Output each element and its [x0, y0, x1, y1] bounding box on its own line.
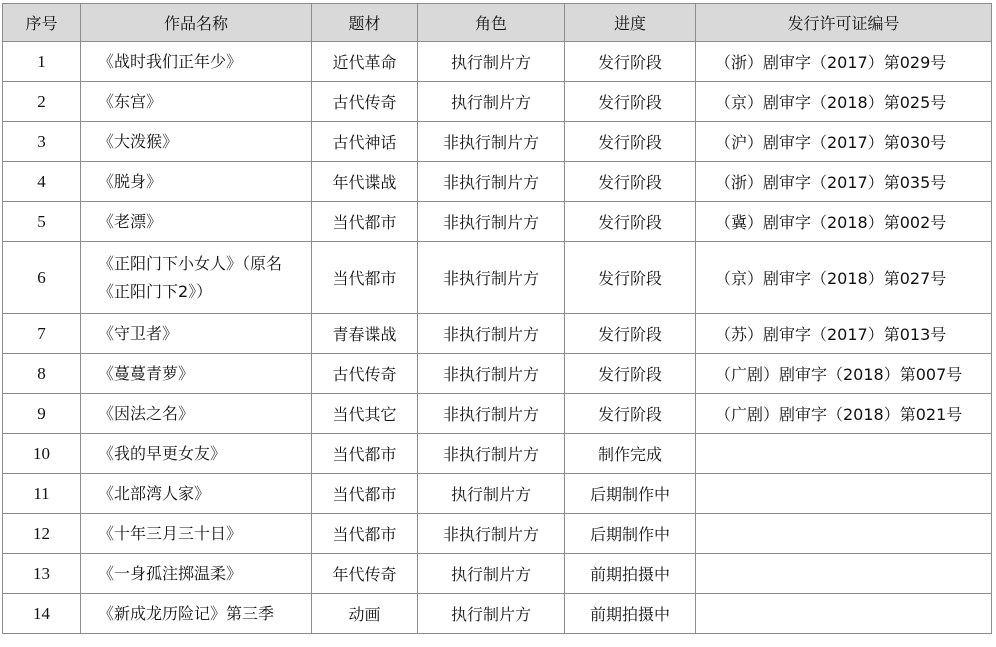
cell-title: 《正阳门下小女人》（原名《正阳门下2》） [81, 242, 312, 314]
cell-genre: 当代都市 [312, 474, 418, 514]
cell-role: 执行制片方 [418, 474, 565, 514]
table-row [3, 474, 992, 514]
cell-role: 非执行制片方 [418, 434, 565, 474]
cell-genre: 年代谍战 [312, 162, 418, 202]
cell-genre: 古代神话 [312, 122, 418, 162]
cell-progress: 后期制作中 [565, 514, 696, 554]
cell-genre: 古代传奇 [312, 82, 418, 122]
header-row [3, 4, 992, 42]
cell-genre: 当代都市 [312, 242, 418, 314]
cell-title: 《老漂》 [81, 202, 312, 242]
table-row [3, 242, 992, 314]
cell-genre: 当代都市 [312, 202, 418, 242]
table-row [3, 594, 992, 634]
cell-progress: 发行阶段 [565, 314, 696, 354]
cell-genre: 古代传奇 [312, 354, 418, 394]
cell-no: 6 [3, 242, 81, 314]
cell-role: 执行制片方 [418, 554, 565, 594]
cell-role: 非执行制片方 [418, 242, 565, 314]
table-container [2, 3, 992, 634]
header-role: 角色 [418, 4, 565, 42]
cell-title: 《战时我们正年少》 [81, 42, 312, 82]
cell-no: 5 [3, 202, 81, 242]
cell-progress: 发行阶段 [565, 122, 696, 162]
cell-progress: 发行阶段 [565, 202, 696, 242]
cell-genre: 青春谍战 [312, 314, 418, 354]
works-table [2, 3, 992, 634]
table-row [3, 314, 992, 354]
cell-role: 非执行制片方 [418, 314, 565, 354]
cell-license: （冀）剧审字（2018）第002号 [696, 202, 992, 242]
cell-progress: 后期制作中 [565, 474, 696, 514]
cell-license: （浙）剧审字（2017）第035号 [696, 162, 992, 202]
cell-role: 非执行制片方 [418, 122, 565, 162]
table-row [3, 514, 992, 554]
cell-genre: 当代其它 [312, 394, 418, 434]
table-row [3, 202, 992, 242]
cell-genre: 当代都市 [312, 434, 418, 474]
cell-role: 非执行制片方 [418, 354, 565, 394]
cell-progress: 发行阶段 [565, 82, 696, 122]
cell-progress: 发行阶段 [565, 394, 696, 434]
table-row [3, 434, 992, 474]
cell-license: （广剧）剧审字（2018）第007号 [696, 354, 992, 394]
table-row [3, 394, 992, 434]
cell-license: （京）剧审字（2018）第027号 [696, 242, 992, 314]
cell-title: 《十年三月三十日》 [81, 514, 312, 554]
cell-progress: 发行阶段 [565, 42, 696, 82]
cell-role: 非执行制片方 [418, 394, 565, 434]
cell-title: 《东宫》 [81, 82, 312, 122]
cell-genre: 近代革命 [312, 42, 418, 82]
cell-no: 9 [3, 394, 81, 434]
cell-progress: 前期拍摄中 [565, 594, 696, 634]
cell-progress: 发行阶段 [565, 354, 696, 394]
cell-title: 《脱身》 [81, 162, 312, 202]
cell-title: 《大泼猴》 [81, 122, 312, 162]
table-row [3, 42, 992, 82]
cell-no: 11 [3, 474, 81, 514]
cell-no: 2 [3, 82, 81, 122]
cell-role: 执行制片方 [418, 42, 565, 82]
header-license: 发行许可证编号 [696, 4, 992, 42]
cell-role: 执行制片方 [418, 594, 565, 634]
cell-no: 4 [3, 162, 81, 202]
header-genre: 题材 [312, 4, 418, 42]
cell-license [696, 514, 992, 554]
cell-license: （京）剧审字（2018）第025号 [696, 82, 992, 122]
header-title: 作品名称 [81, 4, 312, 42]
cell-license: （广剧）剧审字（2018）第021号 [696, 394, 992, 434]
cell-no: 3 [3, 122, 81, 162]
cell-no: 10 [3, 434, 81, 474]
cell-progress: 制作完成 [565, 434, 696, 474]
cell-genre: 当代都市 [312, 514, 418, 554]
table-row [3, 82, 992, 122]
table-row [3, 354, 992, 394]
header-progress: 进度 [565, 4, 696, 42]
cell-no: 12 [3, 514, 81, 554]
cell-license [696, 434, 992, 474]
cell-progress: 发行阶段 [565, 242, 696, 314]
cell-license [696, 474, 992, 514]
cell-no: 14 [3, 594, 81, 634]
table-row [3, 554, 992, 594]
cell-license: （沪）剧审字（2017）第030号 [696, 122, 992, 162]
cell-role: 非执行制片方 [418, 514, 565, 554]
cell-title: 《新成龙历险记》第三季 [81, 594, 312, 634]
cell-role: 执行制片方 [418, 82, 565, 122]
cell-progress: 发行阶段 [565, 162, 696, 202]
cell-no: 13 [3, 554, 81, 594]
cell-role: 非执行制片方 [418, 162, 565, 202]
cell-title: 《蔓蔓青萝》 [81, 354, 312, 394]
table-row [3, 122, 992, 162]
header-no: 序号 [3, 4, 81, 42]
cell-title: 《因法之名》 [81, 394, 312, 434]
cell-no: 7 [3, 314, 81, 354]
cell-role: 非执行制片方 [418, 202, 565, 242]
cell-license [696, 594, 992, 634]
cell-no: 1 [3, 42, 81, 82]
cell-license [696, 554, 992, 594]
cell-genre: 年代传奇 [312, 554, 418, 594]
cell-title: 《一身孤注掷温柔》 [81, 554, 312, 594]
cell-title: 《守卫者》 [81, 314, 312, 354]
cell-genre: 动画 [312, 594, 418, 634]
table-row [3, 162, 992, 202]
cell-progress: 前期拍摄中 [565, 554, 696, 594]
cell-title: 《我的早更女友》 [81, 434, 312, 474]
cell-license: （浙）剧审字（2017）第029号 [696, 42, 992, 82]
cell-license: （苏）剧审字（2017）第013号 [696, 314, 992, 354]
cell-title: 《北部湾人家》 [81, 474, 312, 514]
cell-no: 8 [3, 354, 81, 394]
